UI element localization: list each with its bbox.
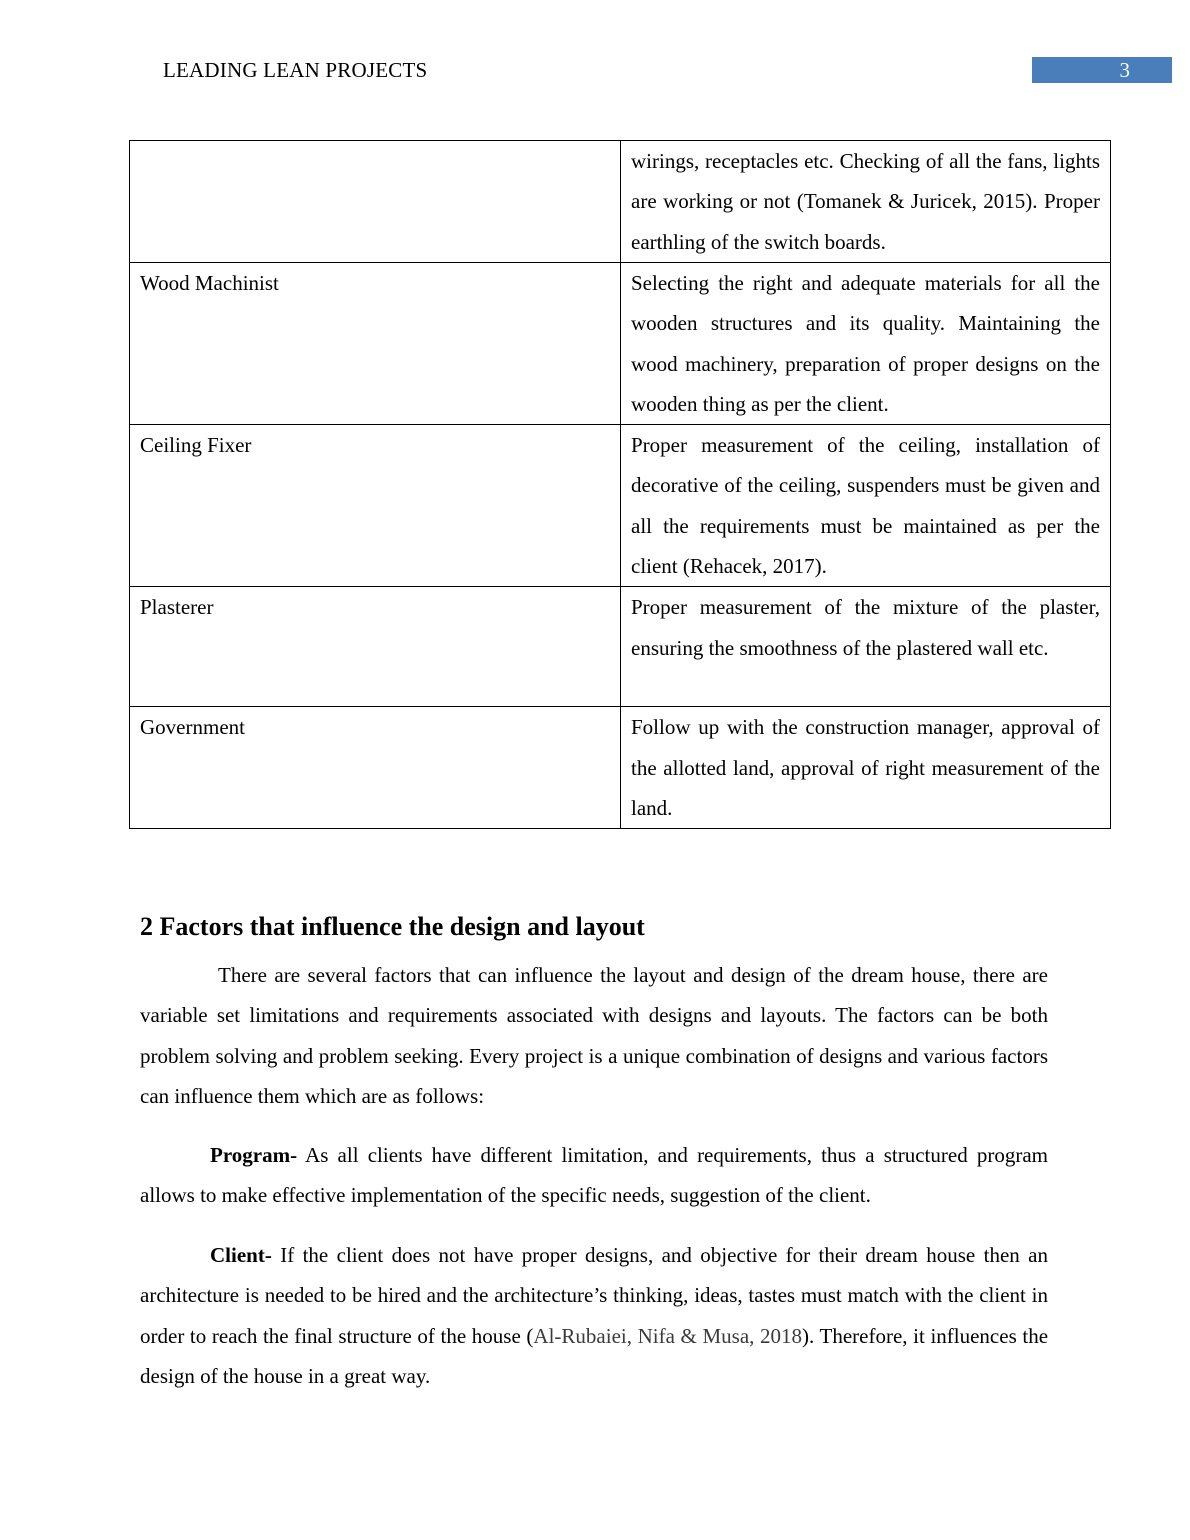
table-row (130, 587, 1111, 707)
table-row (130, 263, 1111, 425)
role-cell: Plasterer (130, 587, 621, 707)
section-heading: 2 Factors that influence the design and layout (140, 912, 645, 941)
program-paragraph (140, 1135, 1048, 1216)
table-row (130, 707, 1111, 829)
description-cell: Follow up with the construction manager, approval of the allotted land, approval of right measurement of the land. (621, 707, 1111, 829)
client-text: If the client does not have proper designs, and objective for their dream house then an architecture is needed to be hired and the architecture’s thinking, ideas, tastes must match with the client in order to reach the final structure of the house ( (140, 1243, 1048, 1348)
client-text-end: ). Therefore, it influences the design of the house in a great way. (140, 1323, 1049, 1388)
description-cell: wirings, receptacles etc. Checking of all the fans, lights are working or not (Tomanek & Juricek, 2015). Proper earthling of the switch boards. (621, 141, 1111, 263)
description-cell: Proper measurement of the ceiling, installation of decorative of the ceiling, suspenders must be given and all the requirements must be maintained as per the client (Rehacek, 2017). (621, 425, 1111, 587)
client-term: Client- (210, 1243, 272, 1267)
running-header: LEADING LEAN PROJECTS (163, 58, 428, 82)
description-cell: Proper measurement of the mixture of the plaster, ensuring the smoothness of the plastered wall etc. (621, 587, 1111, 707)
description-cell: Selecting the right and adequate materials for all the wooden structures and its quality. Maintaining the wood machinery, preparation of proper designs on the wooden thing as per the client. (621, 263, 1111, 425)
program-term: Program- (210, 1143, 298, 1167)
intro-paragraph: There are several factors that can influence the layout and design of the dream house, there are variable set limitations and requirements associated with designs and layouts. The factors can be both problem solving and problem seeking. Every project is a unique combination of designs and various factors can influence them which are as follows: (140, 963, 1048, 1108)
role-cell: Ceiling Fixer (130, 425, 621, 587)
role-cell: Wood Machinist (130, 263, 621, 425)
page-number: 3 (1032, 57, 1172, 83)
table-row (130, 141, 1111, 263)
client-citation: Al-Rubaiei, Nifa & Musa, 2018 (533, 1323, 803, 1348)
roles-table (129, 140, 1111, 829)
role-cell: Government (130, 707, 621, 829)
client-paragraph (140, 1235, 1048, 1396)
program-text: As all clients have different limitation, and requirements, thus a structured program allows to make effective implementation of the specific needs, suggestion of the client. (140, 1143, 1048, 1208)
table-row (130, 425, 1111, 587)
role-cell (130, 141, 621, 263)
